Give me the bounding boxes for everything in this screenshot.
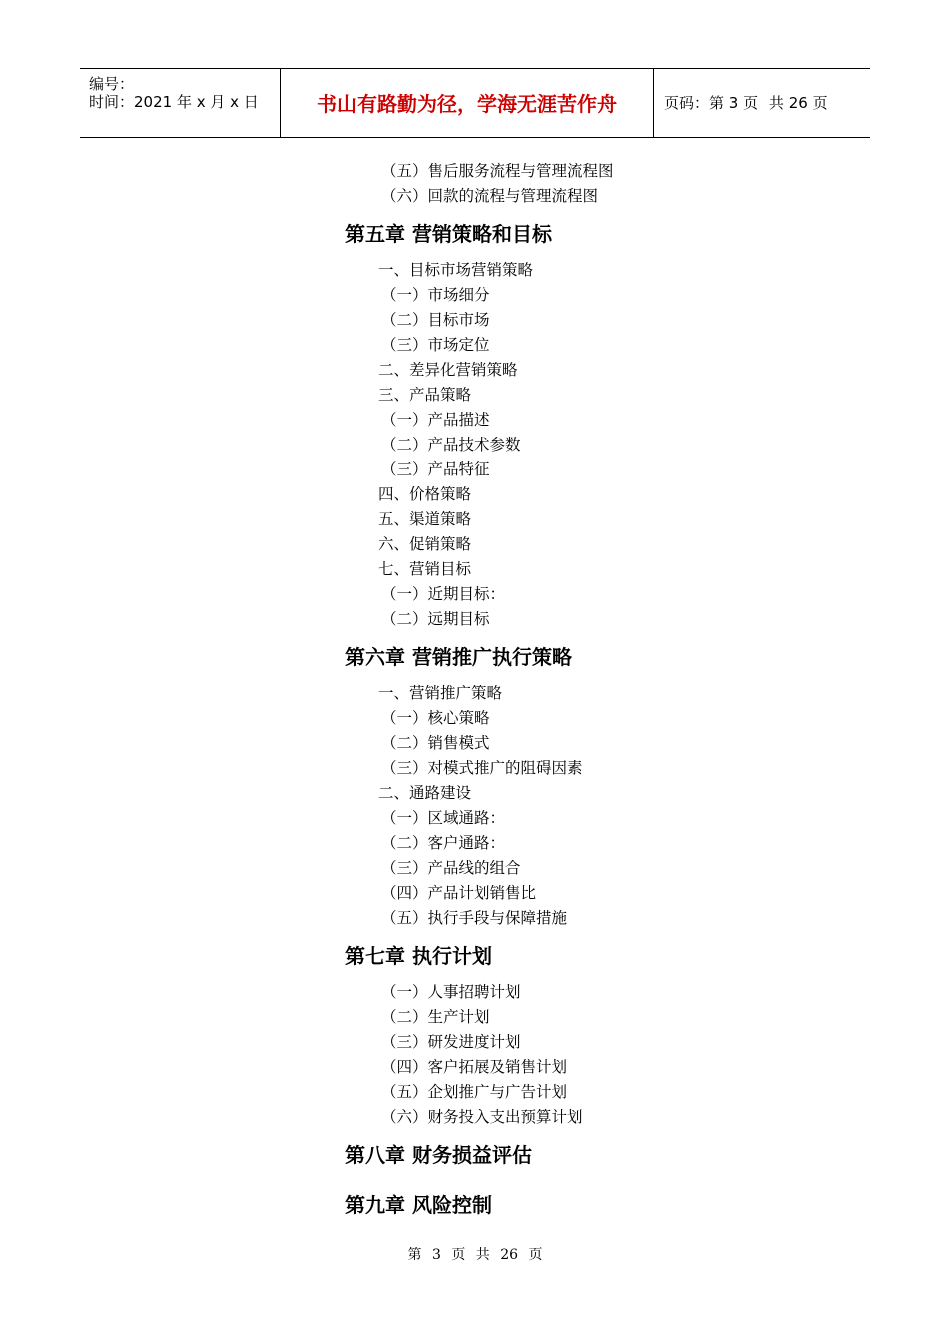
header-motto: 书山有路勤为径，学海无涯苦作舟 xyxy=(317,92,617,116)
toc-item: （四）产品计划销售比 xyxy=(381,884,537,902)
chapter-heading: 第九章 风险控制 xyxy=(345,1193,492,1217)
toc-item: （三）产品特征 xyxy=(381,460,490,478)
toc-item: （六）回款的流程与管理流程图 xyxy=(381,187,599,205)
toc-item: （一）核心策略 xyxy=(381,709,490,727)
toc-item: （三）对模式推广的阻碍因素 xyxy=(381,759,583,777)
header-motto-cell xyxy=(281,69,654,137)
toc-item: 四、价格策略 xyxy=(378,485,472,503)
toc-item: （二）目标市场 xyxy=(381,311,490,329)
footer-page-total-prefix: 共 xyxy=(475,1247,490,1263)
toc-item: （六）财务投入支出预算计划 xyxy=(381,1108,583,1126)
toc-item: （三）产品线的组合 xyxy=(381,859,521,877)
header-page-mid: 页 xyxy=(743,94,759,112)
header-meta-cell xyxy=(80,69,281,137)
toc-item: （一）近期目标： xyxy=(381,585,506,603)
footer-page-total: 26 xyxy=(500,1247,519,1263)
footer-page-prefix: 第 xyxy=(407,1247,422,1263)
toc-item: （五）执行手段与保障措施 xyxy=(381,909,568,927)
toc-item: 一、营销推广策略 xyxy=(378,684,503,702)
chapter-heading: 第八章 财务损益评估 xyxy=(345,1143,532,1167)
toc-item: （二）产品技术参数 xyxy=(381,436,521,454)
toc-item: 五、渠道策略 xyxy=(378,510,472,528)
footer-page-mid: 页 xyxy=(451,1247,466,1263)
footer-page-suffix: 页 xyxy=(528,1247,543,1263)
toc-item: 二、差异化营销策略 xyxy=(378,361,518,379)
toc-item: （三）市场定位 xyxy=(381,336,490,354)
toc-item: （二）销售模式 xyxy=(381,734,490,752)
toc-item: 一、目标市场营销策略 xyxy=(378,261,534,279)
chapter-heading: 第五章 营销策略和目标 xyxy=(345,222,552,246)
toc-item: （二）生产计划 xyxy=(381,1008,490,1026)
header-page-prefix: 页码：第 xyxy=(664,94,725,112)
toc-item: 七、营销目标 xyxy=(378,560,472,578)
header-page-total-prefix: 共 xyxy=(768,94,784,112)
chapter-heading: 第六章 营销推广执行策略 xyxy=(345,645,572,669)
toc-item: （五）售后服务流程与管理流程图 xyxy=(381,162,614,180)
toc-item: 二、通路建设 xyxy=(378,784,472,802)
header-page-total: 26 xyxy=(788,94,808,112)
toc-item: （二）远期目标 xyxy=(381,610,490,628)
header-page-current: 3 xyxy=(728,94,739,112)
document-date-label: 时间：2021 年 x 月 x 日 xyxy=(89,93,259,111)
document-number-label: 编号： xyxy=(89,75,135,93)
page-footer xyxy=(0,1246,950,1264)
toc-item: （一）区域通路： xyxy=(381,809,506,827)
toc-item: （四）客户拓展及销售计划 xyxy=(381,1058,568,1076)
toc-item: （一）市场细分 xyxy=(381,286,490,304)
page-header xyxy=(80,68,870,138)
header-page-suffix: 页 xyxy=(812,94,828,112)
header-page-cell xyxy=(654,69,870,137)
toc-item: （一）人事招聘计划 xyxy=(381,983,521,1001)
toc-item: （五）企划推广与广告计划 xyxy=(381,1083,568,1101)
chapter-heading: 第七章 执行计划 xyxy=(345,944,492,968)
toc-item: （二）客户通路： xyxy=(381,834,506,852)
toc-item: 六、促销策略 xyxy=(378,535,472,553)
toc-item: 三、产品策略 xyxy=(378,386,472,404)
header-page-indicator xyxy=(664,93,828,113)
toc-item: （一）产品描述 xyxy=(381,411,490,429)
toc-item: （三）研发进度计划 xyxy=(381,1033,521,1051)
footer-page-current: 3 xyxy=(431,1247,441,1263)
